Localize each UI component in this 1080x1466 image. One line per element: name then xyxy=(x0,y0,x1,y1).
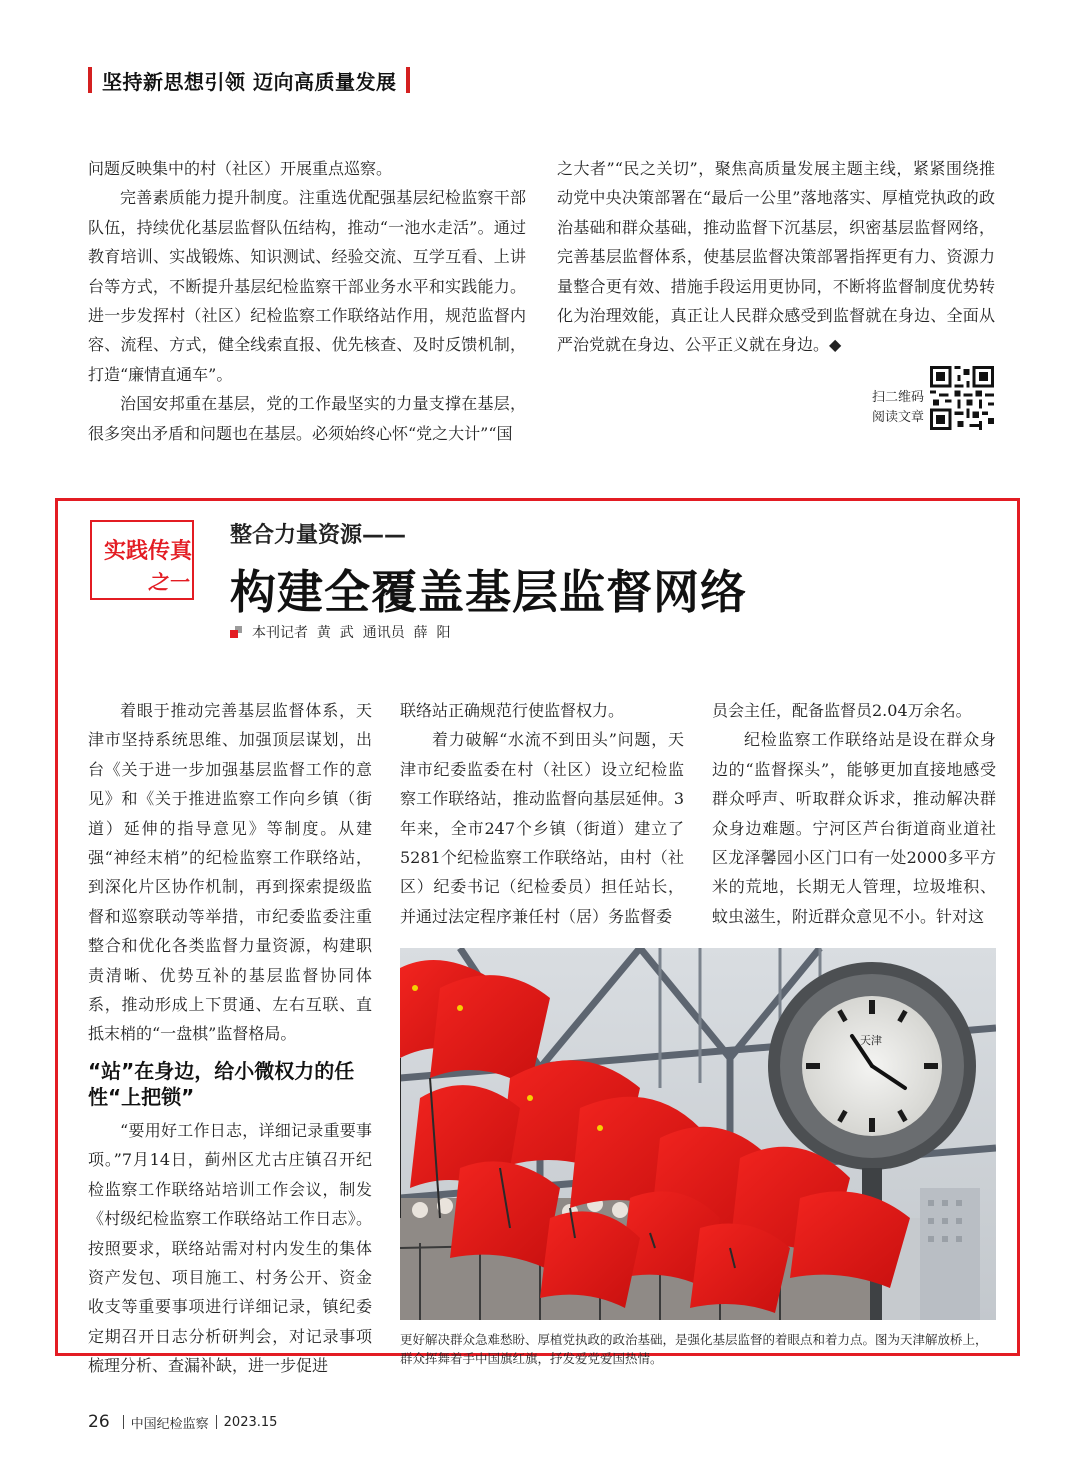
paragraph: 着眼于推动完善基层监督体系，天津市坚持系统思维、加强顶层谋划，出台《关于进一步加强基层监督工作的意见》和《关于推进监察工作向乡镇（街道）延伸的指导意见》等制度。从建强“神经末梢”的纪检监察工作联络站，到深化片区协作机制，再到探索提级监督和巡察联动等举措，市纪委监委注重整合和优化各类监督力量资源，构建职责清晰、优势互补的基层监督协同体系，推动形成上下贯通、左右互联、直抵末梢的“一盘棋”监督格局。 xyxy=(88,701,372,1044)
tag-subtitle: 之一 xyxy=(146,566,190,595)
page-footer xyxy=(88,1412,277,1432)
photo-caption: 更好解决群众急难愁盼、厚植党执政的政治基础，是强化基层监督的着眼点和着力点。图为天津解放桥上，群众挥舞着手中国旗红旗，抒发爱党爱国热情。 xyxy=(400,1332,988,1366)
section-title: 坚持新思想引领 迈向高质量发展 xyxy=(102,69,397,94)
header-bar-right xyxy=(406,67,410,93)
paragraph: 纪检监察工作联络站是设在群众身边的“监督探头”，能够更加直接地感受群众呼声、听取群众诉求，推动解决群众身边难题。宁河区芦台街道商业道社区龙泽馨园小区门口有一处2000多平方米的荒地，长期无人管理，垃圾堆积、蚊虫滋生，附近群众意见不小。针对这 xyxy=(712,730,996,926)
article-column-1 xyxy=(88,696,372,1049)
paragraph: 员会主任，配备监督员2.04万余名。 xyxy=(712,701,972,720)
byline xyxy=(230,622,451,642)
footer-divider xyxy=(216,1415,217,1429)
issue-number: 2023.15 xyxy=(223,1414,278,1430)
paragraph: 之大者”“民之关切”，聚焦高质量发展主题主线，紧紧围绕推动党中央决策部署在“最后一公里”落地落实、厚植党执政的政治基础和群众基础，推动监督下沉基层，织密基层监督网络，完善基层监督体系，使基层监督决策部署指挥更有力、资源力量整合更有效、措施手段运用更协同，不断将监督制度优势转化为治理效能，真正让人民群众感受到监督就在身边、全面从严治党就在身边、公平正义就在身边。◆ xyxy=(557,159,995,355)
article-column-2 xyxy=(400,696,684,931)
paragraph: 联络站正确规范行使监督权力。 xyxy=(400,701,625,720)
article-subhead: “站”在身边，给小微权力的任性“上把锁” xyxy=(88,1059,355,1109)
column-tag xyxy=(90,520,198,604)
article-headline: 构建全覆盖基层监督网络 xyxy=(230,565,747,619)
footer-divider xyxy=(123,1415,124,1429)
paragraph: “要用好工作日志，详细记录重要事项。”7月14日，蓟州区尤古庄镇召开纪检监察工作联络站培训工作会议，制发《村级纪检监察工作联络站工作日志》。按照要求，联络站需对村内发生的集体资产发包、项目施工、村务公开、资金收支等重要事项进行详细记录，镇纪委定期召开日志分析研判会，对记录事项梳理分析、查漏补缺，进一步促进 xyxy=(88,1121,372,1376)
qr-label xyxy=(858,388,924,428)
byline-mark-icon xyxy=(230,626,242,638)
page-number: 26 xyxy=(88,1412,110,1432)
article-column-3 xyxy=(712,696,996,931)
byline-text: 本刊记者 黄 武 通讯员 薛 阳 xyxy=(252,625,451,641)
paragraph: 治国安邦重在基层，党的工作最坚实的力量支撑在基层，很多突出矛盾和问题也在基层。必须始终心怀“党之大计”“国 xyxy=(88,394,526,443)
qr-label-line: 阅读文章 xyxy=(871,410,924,425)
continued-text-right xyxy=(557,154,995,360)
article-column-1-continued xyxy=(88,1116,372,1381)
article-kicker: 整合力量资源—— xyxy=(230,523,407,548)
continued-text-left xyxy=(88,154,526,448)
paragraph: 着力破解“水流不到田头”问题，天津市纪委监委在村（社区）设立纪检监察工作联络站，推动监督向基层延伸。3年来，全市247个乡镇（街道）建立了5281个纪检监察工作联络站，由村（社区）纪委书记（纪检委员）担任站长，并通过法定程序兼任村（居）务监督委 xyxy=(400,730,684,926)
section-header xyxy=(88,66,410,94)
article-photo xyxy=(400,948,996,1320)
magazine-name: 中国纪检监察 xyxy=(130,1416,209,1432)
clock-text: 天津 xyxy=(860,1034,882,1047)
paragraph: 完善素质能力提升制度。注重选优配强基层纪检监察干部队伍，持续优化基层监督队伍结构，推动“一池水走活”。通过教育培训、实战锻炼、知识测试、经验交流、互学互看、上讲台等方式，不断提升基层纪检监察干部业务水平和实践能力。进一步发挥村（社区）纪检监察工作联络站作用，规范监督内容、流程、方式，健全线索直报、优先核查、及时反馈机制，打造“廉情直通车”。 xyxy=(88,188,526,384)
paragraph: 问题反映集中的村（社区）开展重点巡察。 xyxy=(88,159,393,178)
qr-label-line: 扫二维码 xyxy=(871,390,924,405)
tag-title: 实践传真 xyxy=(104,539,193,564)
qr-code-icon[interactable] xyxy=(930,366,994,430)
